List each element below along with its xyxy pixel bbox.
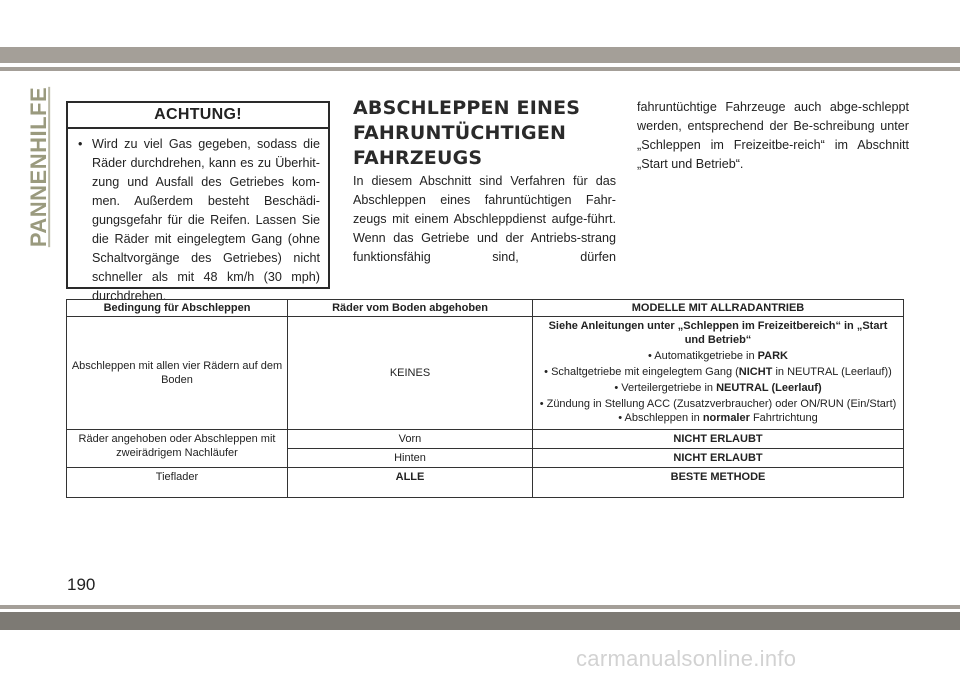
section-heading: ABSCHLEPPEN EINES FAHRUNTÜCHTIGEN FAHRZEUGS (353, 97, 581, 169)
row1-manual-post: in NEUTRAL (Leerlauf)) (772, 366, 892, 378)
table-row (67, 430, 904, 449)
warning-title: ACHTUNG! (68, 103, 328, 129)
row2-condition: Räder angehoben oder Abschleppen mit zweirädrigem Nachläufer (67, 430, 288, 468)
row3-wheels: ALLE (288, 468, 533, 498)
row1-intro: Siehe Anleitungen unter „Schleppen im Freizeitbereich“ in „Start und Betrieb“ (548, 320, 888, 346)
row1-models (533, 317, 904, 430)
header-band-thin (0, 67, 960, 71)
row2-front-value: NICHT ERLAUBT (533, 430, 904, 449)
row1-tow-text: • Abschleppen in (618, 412, 703, 424)
row1-manual-bold: NICHT (738, 366, 773, 378)
row1-auto-bold: PARK (757, 350, 788, 362)
row1-manual (537, 365, 899, 379)
page-number: 190 (67, 575, 96, 594)
row2-rear: Hinten (288, 449, 533, 468)
row2-front: Vorn (288, 430, 533, 449)
row1-condition: Abschleppen mit allen vier Rädern auf dem Boden (67, 317, 288, 430)
warning-text: Wird zu viel Gas gegeben, sodass die Räder durchdrehen, kann es zu Überhit-zung und Ausfall des Getriebes kom-men. Außerdem besteht Beschädi-gungsgefahr für die Reifen. Lassen Sie die Räder mit eingelegtem Gang (ohne Schaltvorgänge des Getriebes) nicht schneller als mit 48 km/h (30 mph) durchdrehen. (92, 137, 320, 303)
row1-transfer-text: • Verteilergetriebe in (614, 382, 717, 394)
footer-band (0, 612, 960, 630)
section-paragraph-part1: In diesem Abschnitt sind Verfahren für das Abschleppen eines fahruntüchtigen Fahr-zeugs mit einem Abschleppdienst aufge-führt. Wenn das Getriebe und der Antriebs-strang funktionsfähig sind, dürfen (353, 174, 616, 264)
row1-ignition: • Zündung in Stellung ACC (Zusatzverbraucher) oder ON/RUN (Ein/Start) (539, 398, 897, 410)
row1-auto (537, 349, 899, 363)
row1-manual-text: • Schaltgetriebe mit eingelegtem Gang ( (544, 366, 739, 378)
row3-condition: Tieflader (67, 468, 288, 498)
section-paragraph-part2: fahruntüchtige Fahrzeuge auch abge-schleppt werden, entsprechend der Be-schreibung unter „Schleppen im Freizeitbe-reich“ im Abschnitt „Start und Betrieb“. (637, 100, 909, 171)
header-models: MODELLE MIT ALLRADANTRIEB (533, 300, 904, 317)
table-row (67, 317, 904, 430)
row1-tow-post: Fahrtrichtung (749, 412, 818, 424)
table-header-row (67, 300, 904, 317)
watermark: carmanualsonline.info (576, 646, 797, 671)
row1-transfer-bold: NEUTRAL (Leerlauf) (716, 382, 822, 394)
chapter-tab-label: PANNENHILFE (26, 86, 52, 248)
row1-wheels: KEINES (288, 317, 533, 430)
row1-tow (537, 411, 899, 425)
chapter-tab (26, 86, 52, 248)
warning-bullet: • (78, 137, 83, 151)
table-row (67, 468, 904, 498)
header-band (0, 47, 960, 63)
header-condition: Bedingung für Abschleppen (67, 300, 288, 317)
towing-table (66, 299, 904, 498)
footer-band-thin (0, 605, 960, 609)
row1-transfer (537, 381, 899, 395)
warning-body (68, 129, 328, 306)
row1-tow-bold: normaler (702, 412, 750, 424)
row3-value: BESTE METHODE (533, 468, 904, 498)
header-wheels: Räder vom Boden abgehoben (288, 300, 533, 317)
warning-box (66, 101, 330, 303)
row2-rear-value: NICHT ERLAUBT (533, 449, 904, 468)
row1-auto-text: • Automatikgetriebe in (648, 350, 758, 362)
